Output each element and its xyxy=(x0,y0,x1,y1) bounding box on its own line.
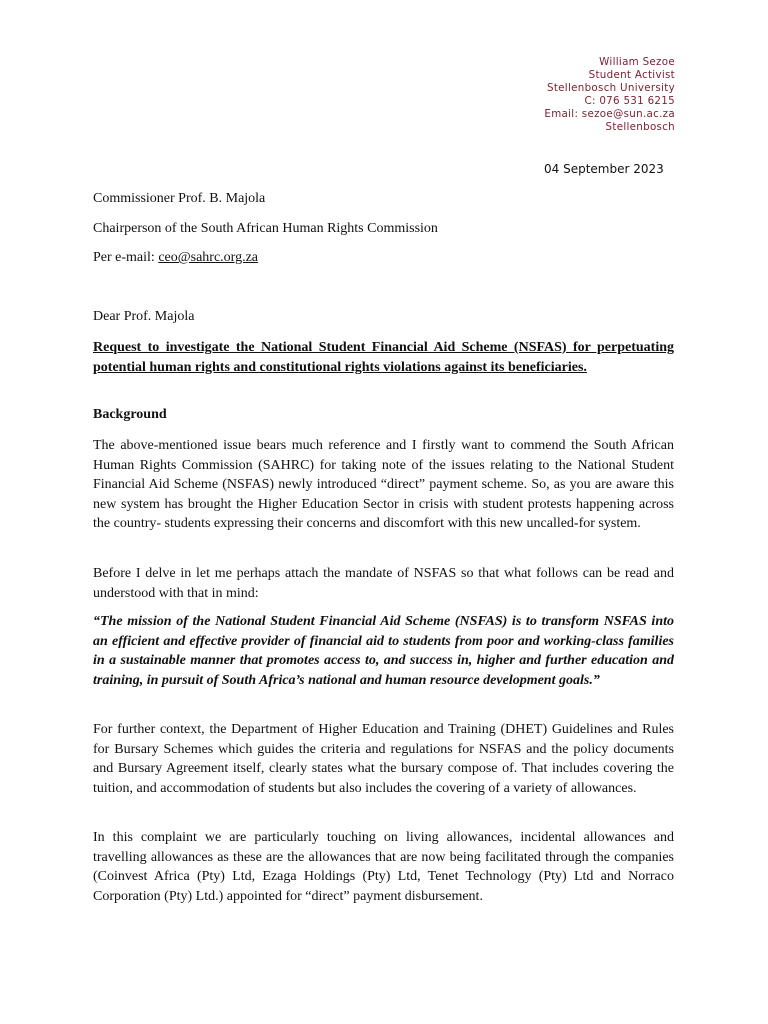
recipient-email-link[interactable]: ceo@sahrc.org.za xyxy=(158,250,259,265)
sender-name: William Sezoe xyxy=(599,56,675,68)
recipient-email-line xyxy=(93,250,258,266)
paragraph-intro: The above-mentioned issue bears much reference and I firstly want to commend the South African Human Rights Commission (SAHRC) for taking note of the issues relating to the National Student Financial Aid Scheme (NSFAS) newly introduced “direct” payment scheme. So, as you are aware this new system has brought the Higher Education Sector in crisis with student protests happening across the country- students expressing their concerns and discomfort with this new uncalled-for system. xyxy=(93,438,674,532)
sender-institution: Stellenbosch University xyxy=(547,82,675,95)
sender-role: Student Activist xyxy=(588,69,675,82)
sender-phone: C: 076 531 6215 xyxy=(584,95,675,108)
sender-city: Stellenbosch xyxy=(605,121,675,134)
paragraph-complaint: In this complaint we are particularly touching on living allowances, incidental allowances and travelling allowances as these are the allowances that are now being facilitated through the companies (Coinvest Africa (Pty) Ltd, Ezaga Holdings (Pty) Ltd, Tenet Technology (Pty) Ltd and Norraco Corporation (Pty) Ltd.) appointed for “direct” payment disbursement. xyxy=(93,830,674,904)
nsfas-mission-quote: “The mission of the National Student Financial Aid Scheme (NSFAS) is to transform NSFAS into an efficient and effective provider of financial aid to students from poor and working-class families in a sustainable manner that promotes access to, and success in, higher and further education and training, in pursuit of South Africa’s national and human resource development goals.” xyxy=(93,614,674,689)
letter-subject: Request to investigate the National Student Financial Aid Scheme (NSFAS) for perpetuating potential human rights and constitutional rights violations against its beneficiaries. xyxy=(93,340,674,375)
sender-address-block xyxy=(544,56,675,135)
paragraph-context: For further context, the Department of Higher Education and Training (DHET) Guidelines and Rules for Bursary Schemes which guides the criteria and regulations for NSFAS and the policy documents and Bursary Agreement itself, clearly states what the bursary compose of. That includes covering the tuition, and accommodation of students but also includes the covering of a variety of allowances. xyxy=(93,722,674,796)
letter-date: 04 September 2023 xyxy=(544,162,664,176)
salutation: Dear Prof. Majola xyxy=(93,309,195,324)
section-heading-background: Background xyxy=(93,407,167,422)
sender-email: Email: sezoe@sun.ac.za xyxy=(544,108,675,121)
recipient-email-prefix: Per e-mail: xyxy=(93,250,159,265)
recipient-name: Commissioner Prof. B. Majola xyxy=(93,191,266,206)
recipient-title: Chairperson of the South African Human Rights Commission xyxy=(93,221,438,236)
paragraph-mandate-intro: Before I delve in let me perhaps attach the mandate of NSFAS so that what follows can be read and understood with that in mind: xyxy=(93,566,674,601)
